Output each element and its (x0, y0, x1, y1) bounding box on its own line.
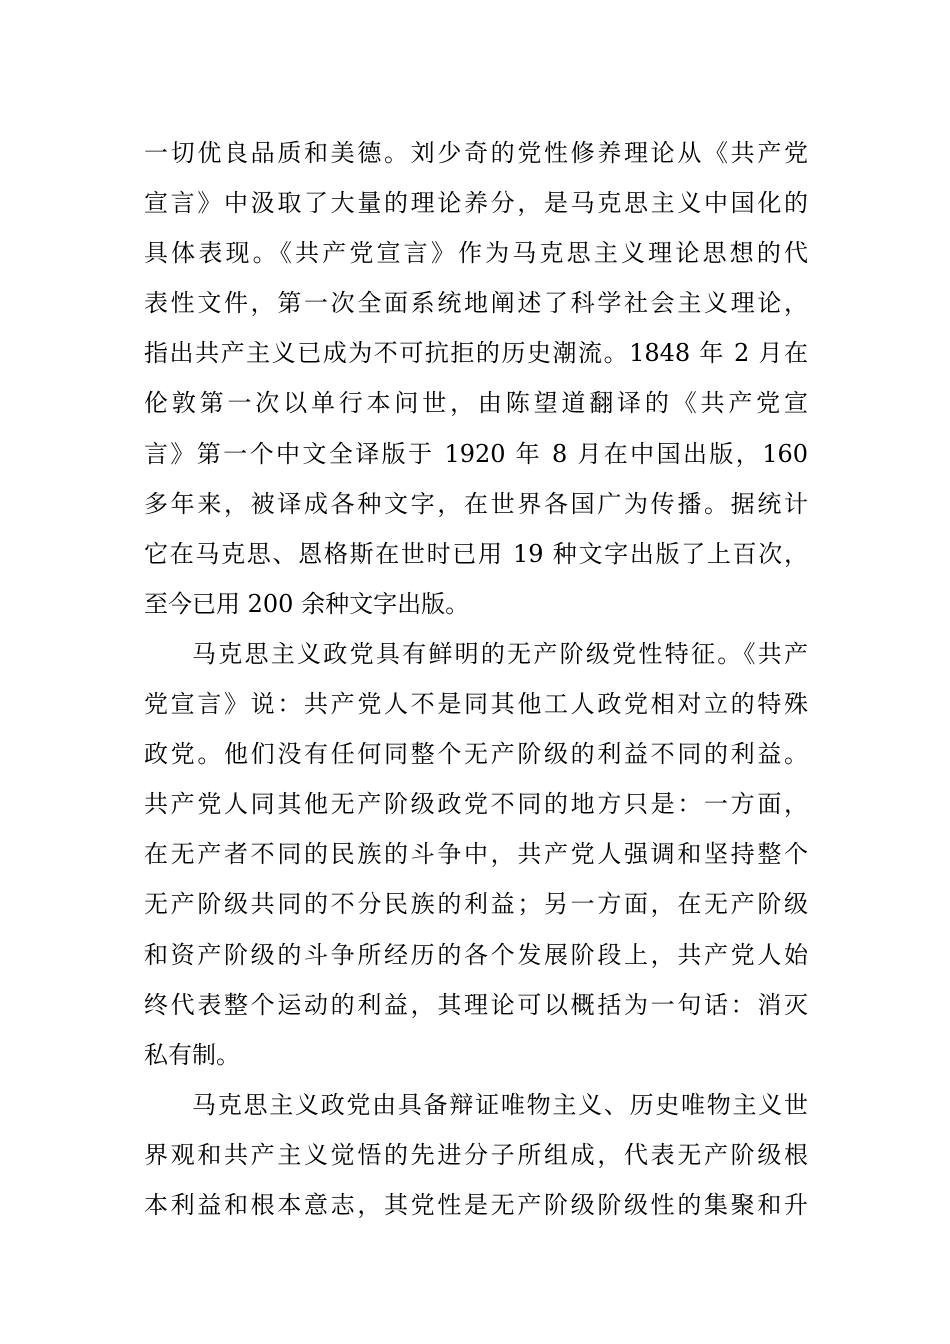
text-line: 共产党人同其他无产阶级政党不同的地方只是：一方面， (144, 790, 808, 819)
text-line: 界观和共产主义觉悟的先进分子所组成，代表无产阶级根 (144, 1140, 808, 1169)
text-line: 私有制。 (144, 1040, 240, 1069)
text-line: 至今已用 200 余种文字出版。 (144, 589, 470, 618)
text-line: 多年来，被译成各种文字，在世界各国广为传播。据统计 (144, 489, 808, 518)
body-text (144, 128, 808, 1230)
paragraph-3 (144, 1080, 808, 1230)
text-line: 政党。他们没有任何同整个无产阶级的利益不同的利益。 (144, 740, 808, 769)
text-line: 它在马克思、恩格斯在世时已用 19 种文字出版了上百次， (144, 539, 808, 568)
text-line: 言》第一个中文全译版于 1920 年 8 月在中国出版，160 (144, 439, 808, 468)
paragraph-2 (144, 629, 808, 1080)
text-line: 表性文件，第一次全面系统地阐述了科学社会主义理论， (144, 289, 808, 318)
text-line: 马克思主义政党由具备辩证唯物主义、历史唯物主义世 (192, 1090, 808, 1119)
paragraph-1 (144, 128, 808, 629)
text-line: 具体表现。《共产党宣言》作为马克思主义理论思想的代 (144, 239, 808, 268)
text-line: 终代表整个运动的利益，其理论可以概括为一句话：消灭 (144, 990, 808, 1019)
text-line: 党宣言》说：共产党人不是同其他工人政党相对立的特殊 (144, 690, 808, 719)
text-line: 本利益和根本意志，其党性是无产阶级阶级性的集聚和升 (144, 1190, 808, 1219)
text-line: 马克思主义政党具有鲜明的无产阶级党性特征。《共产 (192, 639, 808, 668)
text-line: 一切优良品质和美德。刘少奇的党性修养理论从《共产党 (144, 139, 808, 167)
text-line: 和资产阶级的斗争所经历的各个发展阶段上，共产党人始 (144, 940, 808, 969)
text-line: 宣言》中汲取了大量的理论养分，是马克思主义中国化的 (144, 189, 808, 218)
text-line: 无产阶级共同的不分民族的利益；另一方面，在无产阶级 (144, 890, 808, 919)
text-line: 伦敦第一次以单行本问世，由陈望道翻译的《共产党宣 (144, 389, 808, 418)
text-line: 指出共产主义已成为不可抗拒的历史潮流。1848 年 2 月在 (144, 339, 808, 368)
text-line: 在无产者不同的民族的斗争中，共产党人强调和坚持整个 (144, 840, 808, 869)
